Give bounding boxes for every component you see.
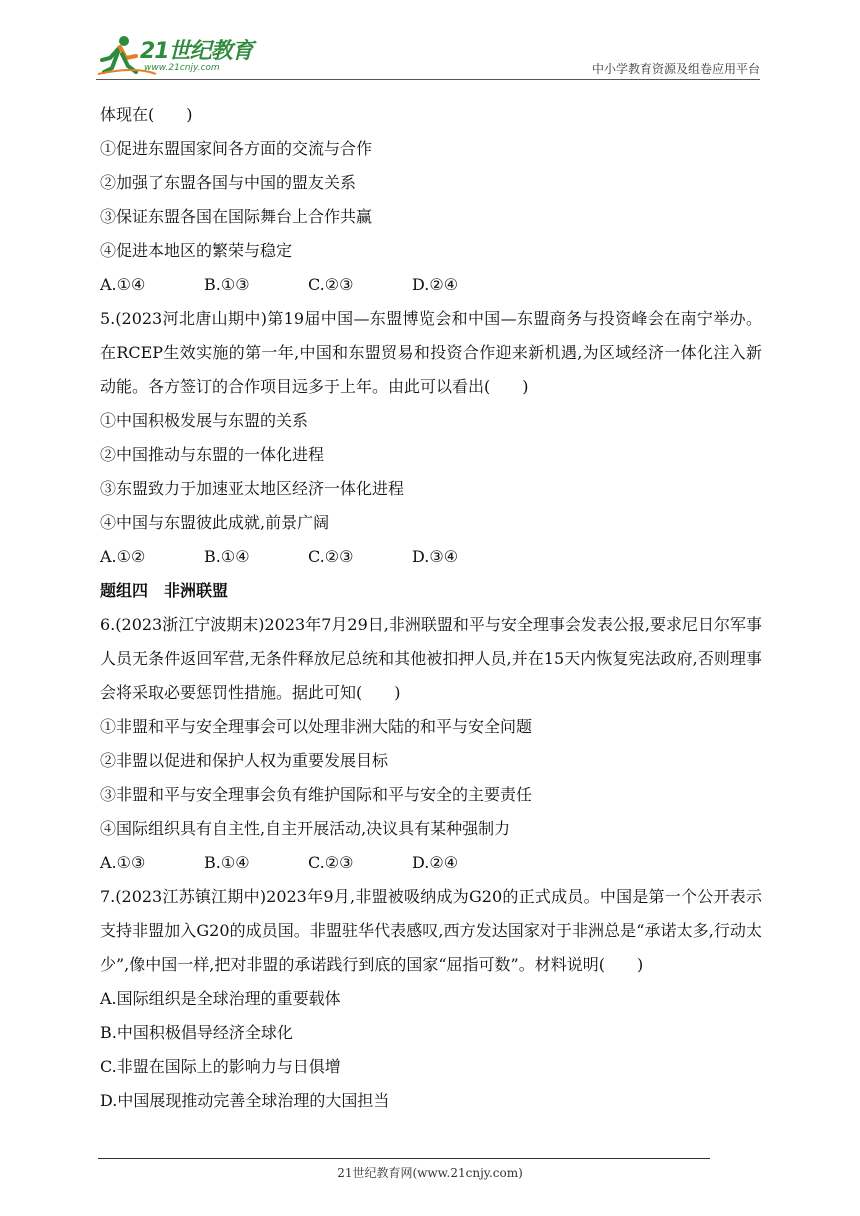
q4-option-d[interactable]: D.②④ xyxy=(412,275,459,294)
header-divider xyxy=(96,79,760,80)
q5-option-d[interactable]: D.③④ xyxy=(412,547,459,566)
q7-choice-b[interactable]: B.中国积极倡导经济全球化 xyxy=(100,1023,293,1042)
section-heading: 题组四 非洲联盟 xyxy=(100,581,229,600)
q5-option-b[interactable]: B.①④ xyxy=(204,547,250,566)
q5-option-a[interactable]: A.①② xyxy=(100,547,146,566)
q6-option-b[interactable]: B.①④ xyxy=(204,853,250,872)
q7-choice-a[interactable]: A.国际组织是全球治理的重要载体 xyxy=(100,989,341,1008)
q7-stem: 7.(2023江苏镇江期中)2023年9月,非盟被吸纳成为G20的正式成员。中国是第一个公开表示支持非盟加入G20的成员国。非盟驻华代表感叹,西方发达国家对于非洲总是“承诺太多,行动太少”,像中国一样,把对非盟的承诺践行到底的国家“屈指可数”。材料说明( ) xyxy=(100,887,762,974)
q6-item-3: ③非盟和平与安全理事会负有维护国际和平与安全的主要责任 xyxy=(100,785,533,804)
q6-item-2: ②非盟以促进和保护人权为重要发展目标 xyxy=(100,751,389,770)
site-logo[interactable] xyxy=(96,32,266,76)
q4-item-3: ③保证东盟各国在国际舞台上合作共赢 xyxy=(100,207,373,226)
q4-option-b[interactable]: B.①③ xyxy=(204,275,250,294)
q6-item-4: ④国际组织具有自主性,自主开展活动,决议具有某种强制力 xyxy=(100,819,511,838)
q6-stem: 6.(2023浙江宁波期末)2023年7月29日,非洲联盟和平与安全理事会发表公报,要求尼日尔军事人员无条件返回军营,无条件释放尼总统和其他被扣押人员,并在15天内恢复宪法政府,否则理事会将采取必要惩罚性措施。据此可知( ) xyxy=(100,615,762,702)
q4-item-2: ②加强了东盟各国与中国的盟友关系 xyxy=(100,173,357,192)
q4-option-c[interactable]: C.②③ xyxy=(308,275,354,294)
q7-choice-d[interactable]: D.中国展现推动完善全球治理的大国担当 xyxy=(100,1091,390,1110)
q4-option-a[interactable]: A.①④ xyxy=(100,275,146,294)
q6-item-1: ①非盟和平与安全理事会可以处理非洲大陆的和平与安全问题 xyxy=(100,717,533,736)
q5-options xyxy=(100,540,762,574)
q5-option-c[interactable]: C.②③ xyxy=(308,547,354,566)
q6-option-d[interactable]: D.②④ xyxy=(412,853,459,872)
q4-stem-tail: 体现在( ) xyxy=(100,105,193,124)
logo-sub-text: www.21cnjy.com xyxy=(144,63,220,73)
q7-choice-c[interactable]: C.非盟在国际上的影响力与日俱增 xyxy=(100,1057,341,1076)
logo-main-text: 21世纪教育 xyxy=(140,39,253,64)
q5-item-1: ①中国积极发展与东盟的关系 xyxy=(100,411,309,430)
footer-divider xyxy=(98,1158,710,1159)
q4-options xyxy=(100,268,762,302)
page-footer[interactable]: 21世纪教育网(www.21cnjy.com) xyxy=(337,1166,523,1180)
q5-stem: 5.(2023河北唐山期中)第19届中国—东盟博览会和中国—东盟商务与投资峰会在南宁举办。在RCEP生效实施的第一年,中国和东盟贸易和投资合作迎来新机遇,为区域经济一体化注入新动能。各方签订的合作项目远多于上年。由此可以看出( ) xyxy=(100,309,762,396)
q6-options xyxy=(100,846,762,880)
q5-item-2: ②中国推动与东盟的一体化进程 xyxy=(100,445,325,464)
question-content xyxy=(100,98,762,1118)
platform-name: 中小学教育资源及组卷应用平台 xyxy=(591,62,760,76)
page-header xyxy=(96,28,760,80)
q6-option-a[interactable]: A.①③ xyxy=(100,853,146,872)
q6-option-c[interactable]: C.②③ xyxy=(308,853,354,872)
q4-item-4: ④促进本地区的繁荣与稳定 xyxy=(100,241,293,260)
q5-item-4: ④中国与东盟彼此成就,前景广阔 xyxy=(100,513,330,532)
q5-item-3: ③东盟致力于加速亚太地区经济一体化进程 xyxy=(100,479,405,498)
q4-item-1: ①促进东盟国家间各方面的交流与合作 xyxy=(100,139,373,158)
